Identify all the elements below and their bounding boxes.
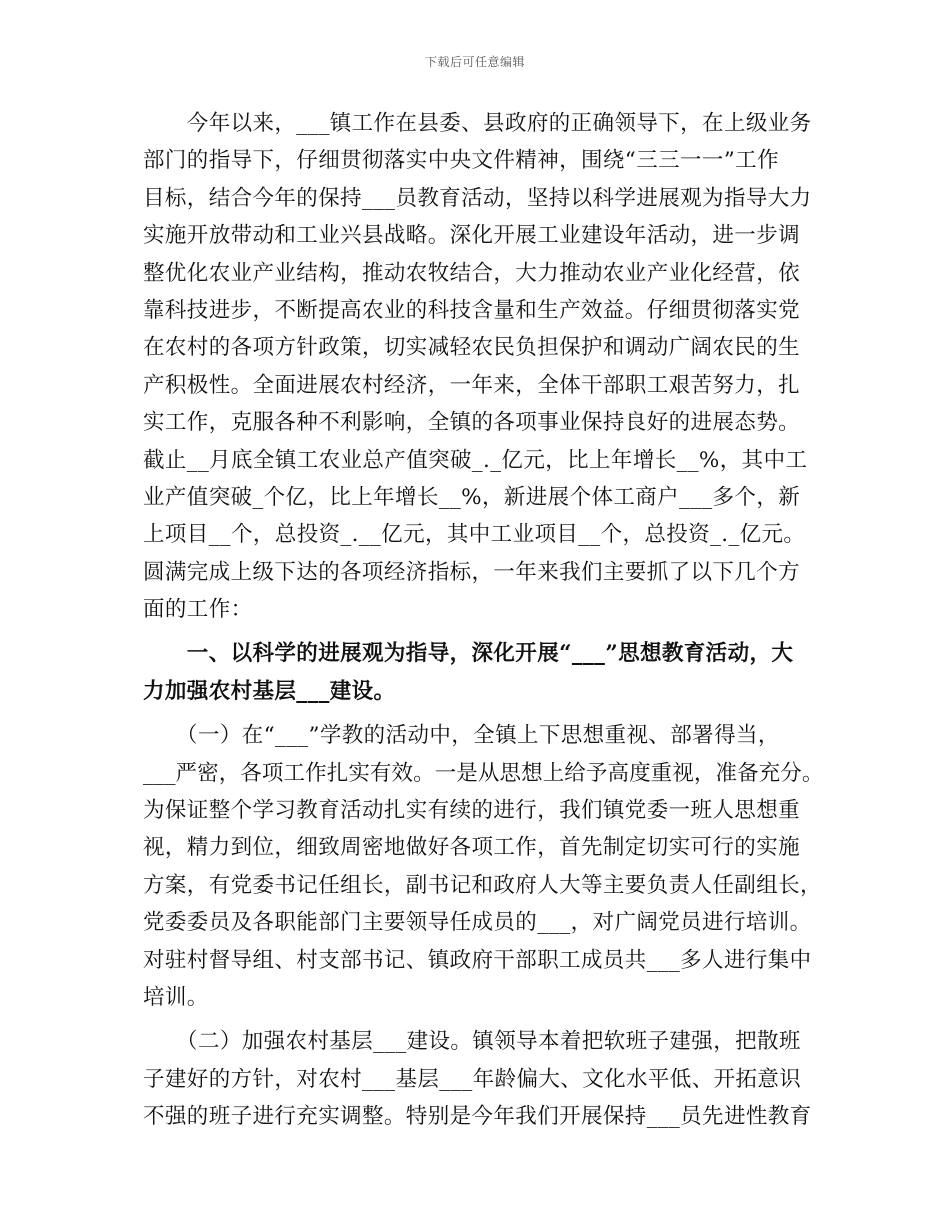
page-header: 下载后可任意编辑	[424, 55, 525, 69]
text-line: 部门的指导下，仔细贯彻落实中央文件精神，围绕“三三一一”工作	[143, 148, 779, 174]
text-line: 子建好的方针，对农村___基层___年龄偏大、文化水平低、开拓意识	[143, 1066, 802, 1092]
text-line: 上项目__个，总投资_.__亿元，其中工业项目__个，总投资_._亿元。	[143, 522, 806, 548]
text-line: 靠科技进步，不断提高农业的科技含量和生产效益。仔细贯彻落实党	[143, 297, 801, 323]
text-line: 产积极性。全面进展农村经济，一年来，全体干部职工艰苦努力，扎	[143, 372, 801, 398]
text-line: ___严密，各项工作扎实有效。一是从思想上给予高度重视，准备充分。	[143, 760, 824, 786]
text-line: 截止__月底全镇工农业总产值突破_._亿元，比上年增长__%，其中工	[143, 447, 808, 473]
text-line: 面的工作：	[143, 597, 253, 623]
paragraph-gap	[143, 1016, 823, 1023]
text-line: 方案，有党委书记任组长，副书记和政府人大等主要负责人任副组长，	[143, 872, 822, 898]
text-line: 业产值突破_个亿，比上年增长__%，新进展个体工商户___多个，新	[143, 484, 801, 510]
text-line: 在农村的各项方针政策，切实减轻农民负担保护和调动广阔农民的生	[143, 335, 801, 361]
paragraph-gap	[143, 710, 823, 717]
paragraph-gap	[143, 628, 823, 635]
text-line: 力加强农村基层___建设。	[143, 678, 396, 704]
text-line: 视，精力到位，细致周密地做好各项工作，首先制定切实可行的实施	[143, 835, 801, 861]
paragraph	[143, 1023, 823, 1135]
section-heading	[143, 635, 823, 710]
text-line: 圆满完成上级下达的各项经济指标，一年来我们主要抓了以下几个方	[143, 559, 801, 585]
text-line: 不强的班子进行充实调整。特别是今年我们开展保持___员先进性教育	[143, 1104, 812, 1130]
text-line: 今年以来，___镇工作在县委、县政府的正确领导下，在上级业务	[143, 111, 812, 136]
text-line: 培训。	[143, 984, 209, 1010]
text-line: 整优化农业产业结构，推动农牧结合，大力推动农业产业化经营，依	[143, 260, 801, 286]
text-line: 目标，结合今年的保持___员教育活动，坚持以科学进展观为指导大力	[143, 185, 812, 211]
text-line: 一、以科学的进展观为指导，深化开展“___”思想教育活动，大	[143, 641, 794, 667]
paragraph	[143, 105, 823, 628]
text-line: 实施开放带动和工业兴县战略。深化开展工业建设年活动，进一步调	[143, 223, 801, 249]
text-line: 为保证整个学习教育活动扎实有续的进行，我们镇党委一班人思想重	[143, 798, 801, 824]
text-line: 实工作，克服各种不利影响，全镇的各项事业保持良好的进展态势。	[143, 410, 801, 436]
text-line: 党委委员及各职能部门主要领导任成员的___，对广阔党员进行培训。	[143, 910, 812, 936]
text-line: （二）加强农村基层___建设。镇领导本着把软班子建强，把散班	[143, 1029, 801, 1055]
paragraph	[143, 717, 823, 1016]
text-line: （一）在“___”学教的活动中，全镇上下思想重视、部署得当，	[143, 723, 780, 749]
text-line: 对驻村督导组、村支部书记、镇政府干部职工成员共___多人进行集中	[143, 947, 812, 973]
document-body	[143, 105, 823, 1136]
